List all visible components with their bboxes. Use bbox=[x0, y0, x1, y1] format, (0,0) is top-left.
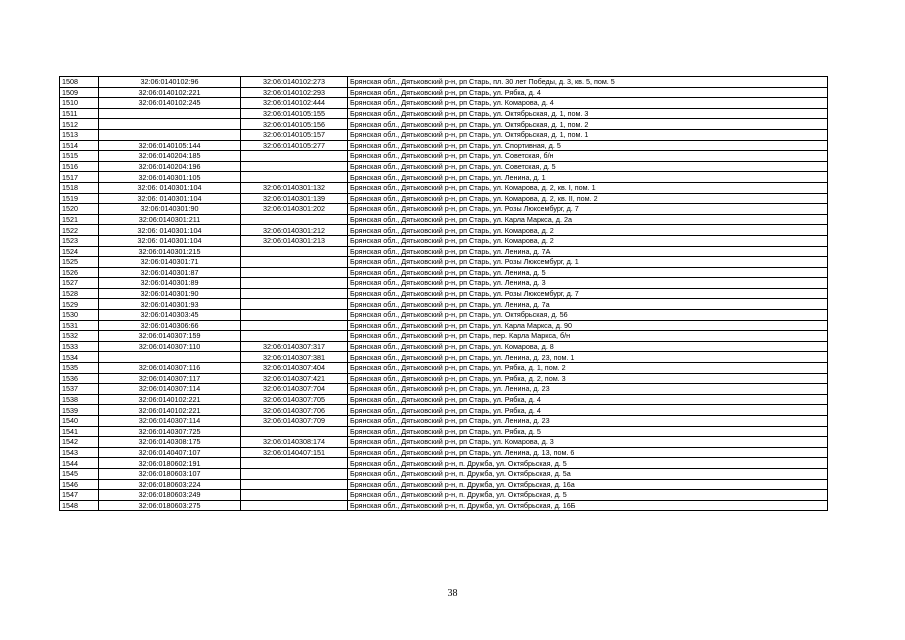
land-cadastral-number-cell: 32:06:0140102:221 bbox=[99, 394, 241, 405]
address-cell: Брянская обл., Дятьковский р-н, рп Старь, ул. Рябка, д. 4 bbox=[348, 394, 828, 405]
address-cell: Брянская обл., Дятьковский р-н, п. Дружба, ул. Октябрьская, д. 5 bbox=[348, 490, 828, 501]
land-cadastral-number-cell: 32:06: 0140301:104 bbox=[99, 225, 241, 236]
building-cadastral-number-cell: 32:06:0140301:139 bbox=[241, 193, 348, 204]
row-number-cell: 1511 bbox=[60, 108, 99, 119]
table-row bbox=[60, 437, 828, 448]
land-cadastral-number-cell: 32:06:0140204:185 bbox=[99, 151, 241, 162]
address-cell: Брянская обл., Дятьковский р-н, п. Дружба, ул. Октябрьская, д. 16Б bbox=[348, 500, 828, 511]
address-cell: Брянская обл., Дятьковский р-н, рп Старь, ул. Комарова, д. 2, кв. I, пом. 1 bbox=[348, 182, 828, 193]
table-row bbox=[60, 426, 828, 437]
building-cadastral-number-cell: 32:06:0140301:132 bbox=[241, 182, 348, 193]
land-cadastral-number-cell bbox=[99, 352, 241, 363]
row-number-cell: 1536 bbox=[60, 373, 99, 384]
land-cadastral-number-cell: 32:06:0140102:96 bbox=[99, 77, 241, 88]
building-cadastral-number-cell bbox=[241, 320, 348, 331]
land-cadastral-number-cell: 32:06:0140204:196 bbox=[99, 161, 241, 172]
row-number-cell: 1517 bbox=[60, 172, 99, 183]
address-cell: Брянская обл., Дятьковский р-н, рп Старь, ул. Ленина, д. 7а bbox=[348, 299, 828, 310]
table-row bbox=[60, 447, 828, 458]
land-cadastral-number-cell: 32:06:0140301:71 bbox=[99, 257, 241, 268]
land-cadastral-number-cell: 32:06:0140303:45 bbox=[99, 310, 241, 321]
land-cadastral-number-cell: 32:06:0140102:245 bbox=[99, 98, 241, 109]
row-number-cell: 1515 bbox=[60, 151, 99, 162]
table-row bbox=[60, 151, 828, 162]
building-cadastral-number-cell: 32:06:0140102:293 bbox=[241, 87, 348, 98]
row-number-cell: 1512 bbox=[60, 119, 99, 130]
land-cadastral-number-cell bbox=[99, 108, 241, 119]
address-cell: Брянская обл., Дятьковский р-н, рп Старь, ул. Ленина, д. 1 bbox=[348, 172, 828, 183]
building-cadastral-number-cell: 32:06:0140307:704 bbox=[241, 384, 348, 395]
row-number-cell: 1513 bbox=[60, 129, 99, 140]
row-number-cell: 1508 bbox=[60, 77, 99, 88]
table-row bbox=[60, 214, 828, 225]
building-cadastral-number-cell: 32:06:0140307:404 bbox=[241, 363, 348, 374]
address-cell: Брянская обл., Дятьковский р-н, рп Старь, ул. Ленина, д. 5 bbox=[348, 267, 828, 278]
row-number-cell: 1530 bbox=[60, 310, 99, 321]
table-row bbox=[60, 140, 828, 151]
table-row bbox=[60, 384, 828, 395]
address-cell: Брянская обл., Дятьковский р-н, п. Дружба, ул. Октябрьская, д. 5 bbox=[348, 458, 828, 469]
table-row bbox=[60, 490, 828, 501]
address-cell: Брянская обл., Дятьковский р-н, рп Старь, ул. Ленина, д. 7А bbox=[348, 246, 828, 257]
row-number-cell: 1541 bbox=[60, 426, 99, 437]
land-cadastral-number-cell: 32:06:0140102:221 bbox=[99, 405, 241, 416]
table-row bbox=[60, 468, 828, 479]
address-cell: Брянская обл., Дятьковский р-н, рп Старь, ул. Ленина, д. 13, пом. 6 bbox=[348, 447, 828, 458]
table-row bbox=[60, 479, 828, 490]
row-number-cell: 1525 bbox=[60, 257, 99, 268]
building-cadastral-number-cell: 32:06:0140102:273 bbox=[241, 77, 348, 88]
table-row bbox=[60, 182, 828, 193]
land-cadastral-number-cell: 32:06:0140301:93 bbox=[99, 299, 241, 310]
building-cadastral-number-cell: 32:06:0140407:151 bbox=[241, 447, 348, 458]
registry-table bbox=[59, 76, 828, 511]
land-cadastral-number-cell: 32:06:0140307:110 bbox=[99, 341, 241, 352]
address-cell: Брянская обл., Дятьковский р-н, рп Старь, ул. Комарова, д. 4 bbox=[348, 98, 828, 109]
building-cadastral-number-cell: 32:06:0140307:317 bbox=[241, 341, 348, 352]
address-cell: Брянская обл., Дятьковский р-н, рп Старь, ул. Розы Люксембург, д. 7 bbox=[348, 204, 828, 215]
address-cell: Брянская обл., Дятьковский р-н, рп Старь, ул. Советская, д. 5 bbox=[348, 161, 828, 172]
land-cadastral-number-cell: 32:06: 0140301:104 bbox=[99, 182, 241, 193]
address-cell: Брянская обл., Дятьковский р-н, рп Старь, ул. Розы Люксембург, д. 1 bbox=[348, 257, 828, 268]
building-cadastral-number-cell bbox=[241, 151, 348, 162]
row-number-cell: 1533 bbox=[60, 341, 99, 352]
building-cadastral-number-cell bbox=[241, 490, 348, 501]
address-cell: Брянская обл., Дятьковский р-н, рп Старь, ул. Рябка, д. 4 bbox=[348, 405, 828, 416]
table-row bbox=[60, 98, 828, 109]
row-number-cell: 1523 bbox=[60, 235, 99, 246]
land-cadastral-number-cell: 32:06:0140306:66 bbox=[99, 320, 241, 331]
land-cadastral-number-cell: 32:06:0140307:725 bbox=[99, 426, 241, 437]
row-number-cell: 1529 bbox=[60, 299, 99, 310]
row-number-cell: 1510 bbox=[60, 98, 99, 109]
building-cadastral-number-cell: 32:06:0140307:421 bbox=[241, 373, 348, 384]
address-cell: Брянская обл., Дятьковский р-н, рп Старь, ул. Комарова, д. 2, кв. II, пом. 2 bbox=[348, 193, 828, 204]
land-cadastral-number-cell: 32:06:0140301:90 bbox=[99, 204, 241, 215]
table-row bbox=[60, 204, 828, 215]
address-cell: Брянская обл., Дятьковский р-н, рп Старь, ул. Рябка, д. 4 bbox=[348, 87, 828, 98]
address-cell: Брянская обл., Дятьковский р-н, рп Старь, ул. Ленина, д. 23, пом. 1 bbox=[348, 352, 828, 363]
land-cadastral-number-cell: 32:06:0180603:249 bbox=[99, 490, 241, 501]
building-cadastral-number-cell bbox=[241, 331, 348, 342]
building-cadastral-number-cell bbox=[241, 172, 348, 183]
table-row bbox=[60, 310, 828, 321]
address-cell: Брянская обл., Дятьковский р-н, рп Старь, ул. Комарова, д. 8 bbox=[348, 341, 828, 352]
row-number-cell: 1524 bbox=[60, 246, 99, 257]
building-cadastral-number-cell: 32:06:0140307:381 bbox=[241, 352, 348, 363]
land-cadastral-number-cell: 32:06:0140307:117 bbox=[99, 373, 241, 384]
table-row bbox=[60, 500, 828, 511]
table-row bbox=[60, 278, 828, 289]
building-cadastral-number-cell: 32:06:0140102:444 bbox=[241, 98, 348, 109]
row-number-cell: 1531 bbox=[60, 320, 99, 331]
table-row bbox=[60, 193, 828, 204]
address-cell: Брянская обл., Дятьковский р-н, п. Дружба, ул. Октябрьская, д. 5а bbox=[348, 468, 828, 479]
address-cell: Брянская обл., Дятьковский р-н, рп Старь, пл. 30 лет Победы, д. 3, кв. 5, пом. 5 bbox=[348, 77, 828, 88]
land-cadastral-number-cell: 32:06:0140301:211 bbox=[99, 214, 241, 225]
address-cell: Брянская обл., Дятьковский р-н, рп Старь, ул. Комарова, д. 3 bbox=[348, 437, 828, 448]
table-row bbox=[60, 225, 828, 236]
table-row bbox=[60, 129, 828, 140]
row-number-cell: 1535 bbox=[60, 363, 99, 374]
table-row bbox=[60, 341, 828, 352]
row-number-cell: 1537 bbox=[60, 384, 99, 395]
table-row bbox=[60, 108, 828, 119]
land-cadastral-number-cell: 32:06:0140102:221 bbox=[99, 87, 241, 98]
page-number: 38 bbox=[447, 588, 458, 599]
building-cadastral-number-cell: 32:06:0140301:202 bbox=[241, 204, 348, 215]
building-cadastral-number-cell bbox=[241, 246, 348, 257]
table-row bbox=[60, 405, 828, 416]
land-cadastral-number-cell: 32:06:0140307:114 bbox=[99, 416, 241, 427]
land-cadastral-number-cell: 32:06:0140105:144 bbox=[99, 140, 241, 151]
land-cadastral-number-cell: 32:06:0140301:105 bbox=[99, 172, 241, 183]
building-cadastral-number-cell: 32:06:0140308:174 bbox=[241, 437, 348, 448]
land-cadastral-number-cell: 32:06:0140307:114 bbox=[99, 384, 241, 395]
building-cadastral-number-cell bbox=[241, 426, 348, 437]
row-number-cell: 1547 bbox=[60, 490, 99, 501]
building-cadastral-number-cell bbox=[241, 278, 348, 289]
table-row bbox=[60, 299, 828, 310]
table-row bbox=[60, 320, 828, 331]
row-number-cell: 1518 bbox=[60, 182, 99, 193]
row-number-cell: 1546 bbox=[60, 479, 99, 490]
table-row bbox=[60, 172, 828, 183]
address-cell: Брянская обл., Дятьковский р-н, п. Дружба, ул. Октябрьская, д. 16а bbox=[348, 479, 828, 490]
building-cadastral-number-cell bbox=[241, 288, 348, 299]
land-cadastral-number-cell: 32:06:0140301:89 bbox=[99, 278, 241, 289]
building-cadastral-number-cell: 32:06:0140301:213 bbox=[241, 235, 348, 246]
table-row bbox=[60, 246, 828, 257]
row-number-cell: 1509 bbox=[60, 87, 99, 98]
address-cell: Брянская обл., Дятьковский р-н, рп Старь, ул. Комарова, д. 2 bbox=[348, 225, 828, 236]
address-cell: Брянская обл., Дятьковский р-н, рп Старь, ул. Ленина, д. 23 bbox=[348, 416, 828, 427]
row-number-cell: 1514 bbox=[60, 140, 99, 151]
building-cadastral-number-cell bbox=[241, 257, 348, 268]
land-cadastral-number-cell: 32:06:0140308:175 bbox=[99, 437, 241, 448]
row-number-cell: 1534 bbox=[60, 352, 99, 363]
land-cadastral-number-cell: 32:06:0140301:87 bbox=[99, 267, 241, 278]
land-cadastral-number-cell: 32:06:0180603:224 bbox=[99, 479, 241, 490]
table-row bbox=[60, 352, 828, 363]
address-cell: Брянская обл., Дятьковский р-н, рп Старь, ул. Октябрьская, д. 56 bbox=[348, 310, 828, 321]
building-cadastral-number-cell: 32:06:0140307:705 bbox=[241, 394, 348, 405]
row-number-cell: 1521 bbox=[60, 214, 99, 225]
row-number-cell: 1520 bbox=[60, 204, 99, 215]
address-cell: Брянская обл., Дятьковский р-н, рп Старь, ул. Ленина, д. 23 bbox=[348, 384, 828, 395]
building-cadastral-number-cell: 32:06:0140105:277 bbox=[241, 140, 348, 151]
address-cell: Брянская обл., Дятьковский р-н, рп Старь, ул. Карла Маркса, д. 2а bbox=[348, 214, 828, 225]
building-cadastral-number-cell bbox=[241, 161, 348, 172]
land-cadastral-number-cell: 32:06:0140307:116 bbox=[99, 363, 241, 374]
row-number-cell: 1522 bbox=[60, 225, 99, 236]
table-row bbox=[60, 363, 828, 374]
building-cadastral-number-cell bbox=[241, 500, 348, 511]
building-cadastral-number-cell bbox=[241, 310, 348, 321]
table-row bbox=[60, 458, 828, 469]
row-number-cell: 1542 bbox=[60, 437, 99, 448]
table-row bbox=[60, 373, 828, 384]
row-number-cell: 1543 bbox=[60, 447, 99, 458]
address-cell: Брянская обл., Дятьковский р-н, рп Старь, ул. Ленина, д. 3 bbox=[348, 278, 828, 289]
row-number-cell: 1516 bbox=[60, 161, 99, 172]
row-number-cell: 1519 bbox=[60, 193, 99, 204]
building-cadastral-number-cell bbox=[241, 267, 348, 278]
address-cell: Брянская обл., Дятьковский р-н, рп Старь, ул. Карла Маркса, д. 90 bbox=[348, 320, 828, 331]
address-cell: Брянская обл., Дятьковский р-н, рп Старь, ул. Спортивная, д. 5 bbox=[348, 140, 828, 151]
table-row bbox=[60, 331, 828, 342]
address-cell: Брянская обл., Дятьковский р-н, рп Старь, ул. Рябка, д. 1, пом. 2 bbox=[348, 363, 828, 374]
row-number-cell: 1548 bbox=[60, 500, 99, 511]
land-cadastral-number-cell: 32:06:0180603:275 bbox=[99, 500, 241, 511]
land-cadastral-number-cell bbox=[99, 119, 241, 130]
row-number-cell: 1538 bbox=[60, 394, 99, 405]
row-number-cell: 1544 bbox=[60, 458, 99, 469]
building-cadastral-number-cell: 32:06:0140105:155 bbox=[241, 108, 348, 119]
table-row bbox=[60, 87, 828, 98]
land-cadastral-number-cell: 32:06:0140301:90 bbox=[99, 288, 241, 299]
building-cadastral-number-cell: 32:06:0140105:156 bbox=[241, 119, 348, 130]
address-cell: Брянская обл., Дятьковский р-н, рп Старь, ул. Рябка, д. 2, пом. 3 bbox=[348, 373, 828, 384]
table-row bbox=[60, 267, 828, 278]
table-row bbox=[60, 288, 828, 299]
building-cadastral-number-cell bbox=[241, 299, 348, 310]
table-row bbox=[60, 394, 828, 405]
row-number-cell: 1539 bbox=[60, 405, 99, 416]
land-cadastral-number-cell: 32:06:0140307:159 bbox=[99, 331, 241, 342]
row-number-cell: 1540 bbox=[60, 416, 99, 427]
land-cadastral-number-cell: 32:06: 0140301:104 bbox=[99, 193, 241, 204]
land-cadastral-number-cell bbox=[99, 129, 241, 140]
table-row bbox=[60, 161, 828, 172]
building-cadastral-number-cell: 32:06:0140301:212 bbox=[241, 225, 348, 236]
building-cadastral-number-cell bbox=[241, 458, 348, 469]
address-cell: Брянская обл., Дятьковский р-н, рп Старь, ул. Октябрьская, д. 1, пом. 1 bbox=[348, 129, 828, 140]
building-cadastral-number-cell bbox=[241, 468, 348, 479]
table-row bbox=[60, 119, 828, 130]
table-row bbox=[60, 257, 828, 268]
address-cell: Брянская обл., Дятьковский р-н, рп Старь, ул. Советская, б/н bbox=[348, 151, 828, 162]
row-number-cell: 1528 bbox=[60, 288, 99, 299]
address-cell: Брянская обл., Дятьковский р-н, рп Старь, пер. Карла Маркса, б/н bbox=[348, 331, 828, 342]
building-cadastral-number-cell: 32:06:0140307:706 bbox=[241, 405, 348, 416]
building-cadastral-number-cell: 32:06:0140105:157 bbox=[241, 129, 348, 140]
land-cadastral-number-cell: 32:06:0180603:107 bbox=[99, 468, 241, 479]
building-cadastral-number-cell bbox=[241, 214, 348, 225]
table-row bbox=[60, 77, 828, 88]
table-row bbox=[60, 235, 828, 246]
row-number-cell: 1545 bbox=[60, 468, 99, 479]
registry-table-body bbox=[60, 77, 828, 511]
row-number-cell: 1527 bbox=[60, 278, 99, 289]
land-cadastral-number-cell: 32:06: 0140301:104 bbox=[99, 235, 241, 246]
address-cell: Брянская обл., Дятьковский р-н, рп Старь, ул. Розы Люксембург, д. 7 bbox=[348, 288, 828, 299]
row-number-cell: 1526 bbox=[60, 267, 99, 278]
address-cell: Брянская обл., Дятьковский р-н, рп Старь, ул. Комарова, д. 2 bbox=[348, 235, 828, 246]
land-cadastral-number-cell: 32:06:0140301:215 bbox=[99, 246, 241, 257]
land-cadastral-number-cell: 32:06:0140407:107 bbox=[99, 447, 241, 458]
land-cadastral-number-cell: 32:06:0180602:191 bbox=[99, 458, 241, 469]
table-row bbox=[60, 416, 828, 427]
address-cell: Брянская обл., Дятьковский р-н, рп Старь, ул. Октябрьская, д. 1, пом. 2 bbox=[348, 119, 828, 130]
building-cadastral-number-cell bbox=[241, 479, 348, 490]
address-cell: Брянская обл., Дятьковский р-н, рп Старь, ул. Рябка, д. 5 bbox=[348, 426, 828, 437]
row-number-cell: 1532 bbox=[60, 331, 99, 342]
building-cadastral-number-cell: 32:06:0140307:709 bbox=[241, 416, 348, 427]
address-cell: Брянская обл., Дятьковский р-н, рп Старь, ул. Октябрьская, д. 1, пом. 3 bbox=[348, 108, 828, 119]
